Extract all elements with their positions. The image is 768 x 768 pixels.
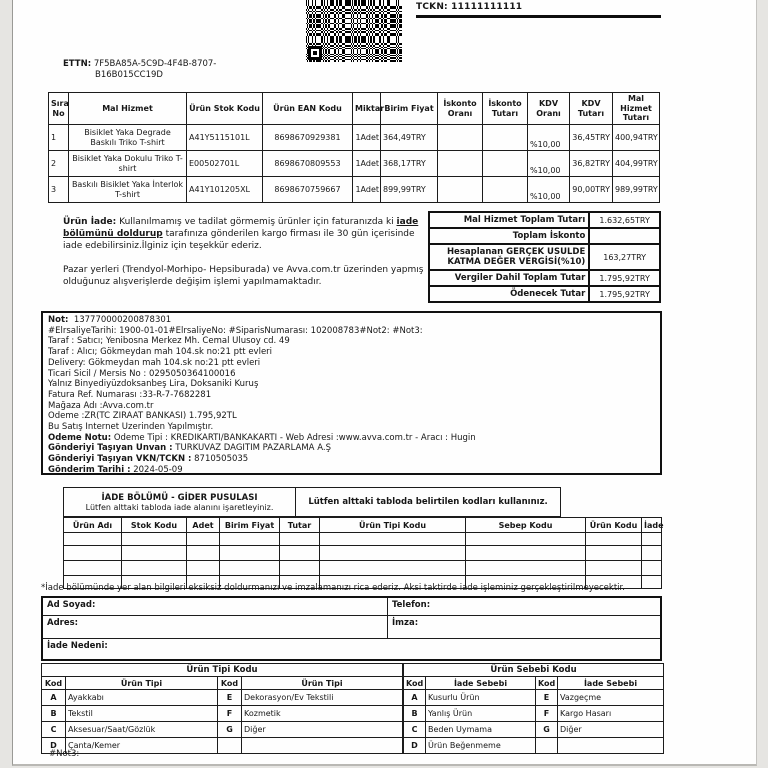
- ettn-block: [63, 59, 216, 81]
- col-sebep-kodu: Sebep Kodu: [466, 518, 586, 533]
- col-kod: Kod: [42, 677, 66, 690]
- col-ean-kodu: Ürün EAN Kodu: [263, 93, 353, 125]
- code-row: [42, 722, 403, 738]
- total-row: [429, 228, 660, 244]
- code-label: Kargo Hasarı: [558, 706, 664, 722]
- note-line: #ElrsaliyeTarihi: 1900-01-01#ElrsaliyeNo: #SiparisNumarası: 102008783#Not2: #Not3:: [48, 325, 423, 336]
- contact-form: [41, 596, 662, 661]
- return-table-header-row: [64, 518, 662, 533]
- notes-box: [41, 311, 662, 475]
- item-ean: 8698670759667: [263, 177, 353, 203]
- code-label: Tekstil: [66, 706, 218, 722]
- code-letter: [218, 738, 242, 754]
- item-vat-rate: %10,00: [528, 177, 570, 203]
- note-line: Taraf : Satıcı; Yenibosna Merkez Mh. Cemal Ulusoy cd. 49: [48, 336, 290, 347]
- code-label: Vazgeçme: [558, 690, 664, 706]
- totals-table: [428, 211, 661, 303]
- col-iskonto-tutari: İskonto Tutarı: [483, 93, 528, 125]
- signature-field: İmza:: [392, 618, 419, 628]
- return-table-empty-row: [64, 546, 662, 561]
- item-price: 899,99TRY: [381, 177, 438, 203]
- col-kod: Kod: [536, 677, 558, 690]
- col-kdv-orani: KDV Oranı: [528, 93, 570, 125]
- item-qty: 1Adet: [353, 151, 381, 177]
- name-field: Ad Soyad:: [43, 598, 388, 615]
- code-row: [404, 722, 664, 738]
- col-iade-sebebi: İade Sebebi: [558, 677, 664, 690]
- ship-date-label: Gönderim Tarihi :: [48, 464, 131, 475]
- code-letter: D: [404, 738, 426, 754]
- return-section-title: İADE BÖLÜMÜ - GİDER PUSULASI: [101, 492, 258, 503]
- item-name: Bisiklet Yaka Degrade Baskılı Triko T-shirt: [69, 125, 187, 151]
- code-row: [404, 690, 664, 706]
- total-label: Vergiler Dahil Toplam Tutar: [429, 270, 589, 286]
- note-line: Yalnız Binyediyüzdoksanbeş Lira, Doksaniki Kuruş: [48, 379, 259, 390]
- note-line: Fatura Ref. Numarası :33-R-7-7682281: [48, 389, 212, 400]
- item-no: 3: [49, 177, 69, 203]
- col-iskonto-orani: İskonto Oranı: [438, 93, 483, 125]
- code-label: Diğer: [242, 722, 403, 738]
- not-value: 137770000200878301: [68, 315, 172, 325]
- code-label: [558, 738, 664, 754]
- total-value: [589, 228, 660, 244]
- item-row: [49, 151, 660, 177]
- item-name: Bisiklet Yaka Dokulu Triko T-shirt: [69, 151, 187, 177]
- code-letter: B: [404, 706, 426, 722]
- return-reason-code-table: [403, 663, 664, 754]
- code-letter: E: [218, 690, 242, 706]
- code-label: Diğer: [558, 722, 664, 738]
- return-section-header: [63, 487, 561, 517]
- code-label: Yanlış Ürün: [426, 706, 536, 722]
- code-label: Çanta/Kemer: [66, 738, 218, 754]
- total-row: [429, 270, 660, 286]
- col-iade-sebebi: İade Sebebi: [426, 677, 536, 690]
- col-tutar: Tutar: [280, 518, 320, 533]
- col-urun-tipi: Ürün Tipi: [66, 677, 218, 690]
- product-type-code-title: Ürün Tipi Kodu: [42, 664, 403, 677]
- carrier-vkn-label: Gönderiyi Taşıyan VKN/TCKN :: [48, 454, 192, 465]
- item-discount-rate: [438, 125, 483, 151]
- item-stock: A41Y5115101L: [187, 125, 263, 151]
- ettn-value-line2: B16B015CC19D: [95, 70, 163, 80]
- code-label: [242, 738, 403, 754]
- code-row: [404, 706, 664, 722]
- item-vat-amount: 90,00TRY: [570, 177, 613, 203]
- total-value: 1.795,92TRY: [589, 270, 660, 286]
- qr-finder-icon: [308, 46, 322, 60]
- total-row: [429, 286, 660, 302]
- code-table-subheader: [42, 677, 403, 690]
- return-reason-code-title: Ürün Sebebi Kodu: [404, 664, 664, 677]
- item-ean: 8698670809553: [263, 151, 353, 177]
- return-policy-text: [63, 216, 425, 288]
- code-letter: G: [218, 722, 242, 738]
- return-table-empty-row: [64, 561, 662, 576]
- col-mal-hizmet-tutari: Mal Hizmet Tutarı: [613, 93, 660, 125]
- item-discount-amount: [483, 177, 528, 203]
- code-letter: G: [536, 722, 558, 738]
- return-codes-instruction: Lütfen alttaki tabloda belirtilen kodları kullanınız.: [308, 497, 548, 507]
- col-iade: İade: [642, 518, 662, 533]
- not-label: Not:: [48, 315, 69, 325]
- total-row: [429, 212, 660, 228]
- code-label: Ayakkabı: [66, 690, 218, 706]
- marketplace-note: Pazar yerleri (Trendyol-Morhipo- Hepsiburada) ve Avva.com.tr üzerinden yapmış olduğunuz alışverişlerde değişim işlemi yapılmamaktadır.: [63, 265, 424, 287]
- phone-field: Telefon:: [392, 600, 431, 610]
- note-line: Ticari Sicil / Mersis No : 0295050364100016: [48, 368, 236, 379]
- return-policy-segment: Kullanılmamış ve tadilat görmemiş ürünler için faturanızda ki: [116, 217, 397, 227]
- total-value: 163,27TRY: [589, 244, 660, 270]
- col-kod: Kod: [404, 677, 426, 690]
- col-mal-hizmet: Mal Hizmet: [69, 93, 187, 125]
- item-discount-amount: [483, 151, 528, 177]
- return-policy-underline: iade bölümünü doldurup: [63, 217, 419, 239]
- carrier-name-text: TURKUVAZ DAĞITIM PAZARLAMA A.Ş: [172, 443, 331, 454]
- return-section-subtitle: Lütfen alttaki tabloda iade alanını işaretleyiniz.: [85, 502, 274, 512]
- item-price: 368,17TRY: [381, 151, 438, 177]
- col-stok-kodu: Ürün Stok Kodu: [187, 93, 263, 125]
- col-urun-tipi: Ürün Tipi: [242, 677, 403, 690]
- footer-note: #Not3:: [49, 749, 80, 759]
- item-vat-amount: 36,45TRY: [570, 125, 613, 151]
- tckn-value: TCKN: 11111111111: [416, 2, 523, 12]
- item-total: 404,99TRY: [613, 151, 660, 177]
- item-ean: 8698670929381: [263, 125, 353, 151]
- col-kdv-tutari: KDV Tutarı: [570, 93, 613, 125]
- code-letter: C: [404, 722, 426, 738]
- code-letter: A: [404, 690, 426, 706]
- col-urun-adi: Ürün Adı: [64, 518, 122, 533]
- col-urun-tipi-kodu: Ürün Tipi Kodu: [320, 518, 466, 533]
- payment-note-text: Ödeme Tipi : KREDIKARTI/BANKAKARTI - Web Adresi :www.avva.com.tr - Aracı : Hugin: [111, 432, 476, 443]
- note-line: Mağaza Adı :Avva.com.tr: [48, 400, 154, 411]
- item-vat-rate: %10,00: [528, 151, 570, 177]
- code-row: [42, 690, 403, 706]
- ettn-label: ETTN:: [63, 59, 92, 69]
- contact-row: [43, 598, 660, 616]
- return-footnote: *İade bölümünde yer alan bilgileri eksiksiz doldurmanızı ve imzalamanızı rica ederiz. Aksi taktirde iade işleminiz gerçekleştirilmeyecektir.: [41, 583, 625, 593]
- item-total: 989,99TRY: [613, 177, 660, 203]
- code-row: [404, 738, 664, 754]
- address-field: Adres:: [43, 616, 388, 638]
- product-type-code-table: [41, 663, 403, 754]
- return-table-empty-row: [64, 533, 662, 546]
- item-discount-amount: [483, 125, 528, 151]
- col-birim-fiyat: Birim Fiyat: [220, 518, 280, 533]
- code-letter: [536, 738, 558, 754]
- item-discount-rate: [438, 177, 483, 203]
- code-label: Kozmetik: [242, 706, 403, 722]
- col-adet: Adet: [187, 518, 220, 533]
- code-letter: E: [536, 690, 558, 706]
- ship-date-text: 2024-05-09: [130, 464, 183, 475]
- return-section-title-cell: [64, 488, 296, 516]
- item-qty: 1Adet: [353, 177, 381, 203]
- return-reason-field: İade Nedeni:: [47, 641, 108, 651]
- code-row: [42, 706, 403, 722]
- items-header-row: [49, 93, 660, 125]
- item-no: 2: [49, 151, 69, 177]
- item-discount-rate: [438, 151, 483, 177]
- item-stock: A41Y101205XL: [187, 177, 263, 203]
- col-birim-fiyat: Birim Fiyat: [381, 93, 438, 125]
- ettn-value-line1: 7F5BA85A-5C9D-4F4B-8707-: [93, 59, 217, 69]
- note-line: Ödeme :ZR(TC ZIRAAT BANKASI) 1.795,92TL: [48, 411, 237, 422]
- item-vat-rate: %10,00: [528, 125, 570, 151]
- col-kod: Kod: [218, 677, 242, 690]
- item-stock: E00502701L: [187, 151, 263, 177]
- code-label: Dekorasyon/Ev Tekstili: [242, 690, 403, 706]
- return-items-table: [63, 517, 662, 589]
- item-row: [49, 177, 660, 203]
- total-label: Mal Hizmet Toplam Tutarı: [429, 212, 589, 228]
- code-letter: A: [42, 690, 66, 706]
- code-row: [42, 738, 403, 754]
- code-letter: F: [218, 706, 242, 722]
- invoice-document: [12, 0, 757, 766]
- item-no: 1: [49, 125, 69, 151]
- item-row: [49, 125, 660, 151]
- note-line: Delivery: Gökmeydan mah 104.sk no:21 ptt evleri: [48, 357, 261, 368]
- return-policy-label: Ürün İade:: [63, 217, 117, 227]
- code-letter: F: [536, 706, 558, 722]
- item-vat-amount: 36,82TRY: [570, 151, 613, 177]
- return-policy-segment: tarafınıza gönderilen kargo firması ile 30 gün içerisinde iade edebilirsiniz.İlginiz için teşekkür ederiz.: [63, 229, 415, 251]
- item-qty: 1Adet: [353, 125, 381, 151]
- items-table: [48, 92, 660, 203]
- code-label: Beden Uymama: [426, 722, 536, 738]
- total-label: Hesaplanan GERÇEK USULDE KATMA DEĞER VERGİSİ(%10): [429, 244, 589, 270]
- code-table-subheader: [404, 677, 664, 690]
- code-letter: D: [42, 738, 66, 754]
- total-value: 1.795,92TRY: [589, 286, 660, 302]
- col-sira-no: Sıra No: [49, 93, 69, 125]
- item-total: 400,94TRY: [613, 125, 660, 151]
- total-value: 1.632,65TRY: [589, 212, 660, 228]
- col-urun-kodu: Ürün Kodu: [586, 518, 642, 533]
- note-line: Bu Satış Internet Üzerinden Yapılmıştır.: [48, 422, 214, 433]
- total-row: [429, 244, 660, 270]
- qr-code-icon: [306, 0, 402, 62]
- code-tables: [41, 663, 662, 754]
- payment-note-label: Ödeme Notu:: [48, 432, 112, 443]
- contact-row: [43, 616, 660, 639]
- item-price: 364,49TRY: [381, 125, 438, 151]
- code-label: Kusurlu Ürün: [426, 690, 536, 706]
- code-label: Ürün Beğenmeme: [426, 738, 536, 754]
- total-label: Ödenecek Tutar: [429, 286, 589, 302]
- code-letter: B: [42, 706, 66, 722]
- code-label: Aksesuar/Saat/Gözlük: [66, 722, 218, 738]
- note-line: Taraf : Alıcı; Gökmeydan mah 104.sk no:21 ptt evleri: [48, 347, 273, 358]
- col-miktar: Miktar: [353, 93, 381, 125]
- code-letter: C: [42, 722, 66, 738]
- carrier-name-label: Gönderiyi Taşıyan Unvan :: [48, 443, 173, 454]
- carrier-vkn-text: 8710505035: [191, 454, 249, 465]
- col-stok-kodu: Stok Kodu: [122, 518, 187, 533]
- header-divider: [416, 15, 661, 18]
- item-name: Baskılı Bisiklet Yaka İnterlok T-shirt: [69, 177, 187, 203]
- total-label: Toplam İskonto: [429, 228, 589, 244]
